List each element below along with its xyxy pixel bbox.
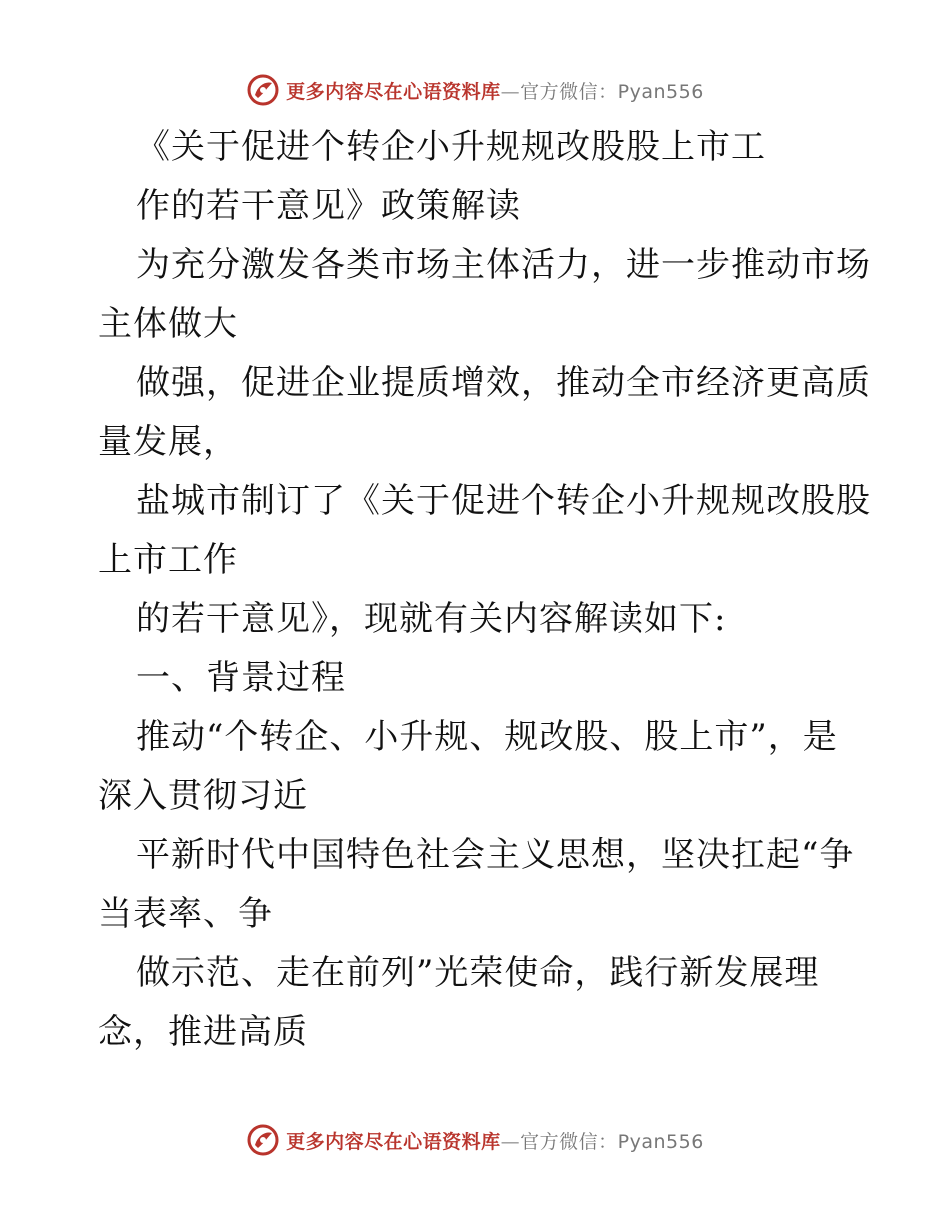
watermark-text: [286, 1127, 704, 1154]
watermark-text: [286, 77, 704, 104]
document-body: [98, 118, 871, 1062]
watermark-site: 更多内容尽在心语资料库: [286, 1130, 501, 1153]
text-line: 主体做大: [98, 304, 238, 344]
text-line: 的若干意见》，现就有关内容解读如下:: [136, 599, 727, 639]
watermark-contact: 官方微信：Pyan556: [520, 80, 704, 103]
text-line: 量发展，: [98, 422, 238, 462]
text-line: 上市工作: [98, 540, 238, 580]
text-line: 当表率、争: [98, 894, 273, 934]
text-line: 作的若干意见》政策解读: [136, 186, 521, 226]
text-line: 推动“个转企、小升规、规改股、股上市”，是: [136, 717, 838, 757]
watermark-site: 更多内容尽在心语资料库: [286, 80, 501, 103]
text-line: 盐城市制订了《关于促进个转企小升规规改股股: [136, 481, 871, 521]
text-line: 为充分激发各类市场主体活力，进一步推动市场: [136, 245, 871, 285]
watermark-contact: 官方微信：Pyan556: [520, 1130, 704, 1153]
section-heading: 一、背景过程: [136, 658, 346, 698]
text-line: 平新时代中国特色社会主义思想，坚决扛起“争: [136, 835, 855, 875]
watermark-dash: —: [500, 1130, 521, 1153]
text-line: 《关于促进个转企小升规规改股股上市工: [136, 127, 766, 167]
watermark-footer: [0, 1122, 950, 1158]
watermark-dash: —: [500, 80, 521, 103]
text-line: 深入贯彻习近: [98, 776, 308, 816]
watermark-header: [0, 72, 950, 108]
text-line: 做示范、走在前列”光荣使命，践行新发展理: [136, 953, 820, 993]
watermark-logo-icon: [246, 73, 280, 107]
text-line: 念，推进高质: [98, 1012, 308, 1052]
text-line: 做强，促进企业提质增效，推动全市经济更高质: [136, 363, 871, 403]
watermark-logo-icon: [246, 1123, 280, 1157]
